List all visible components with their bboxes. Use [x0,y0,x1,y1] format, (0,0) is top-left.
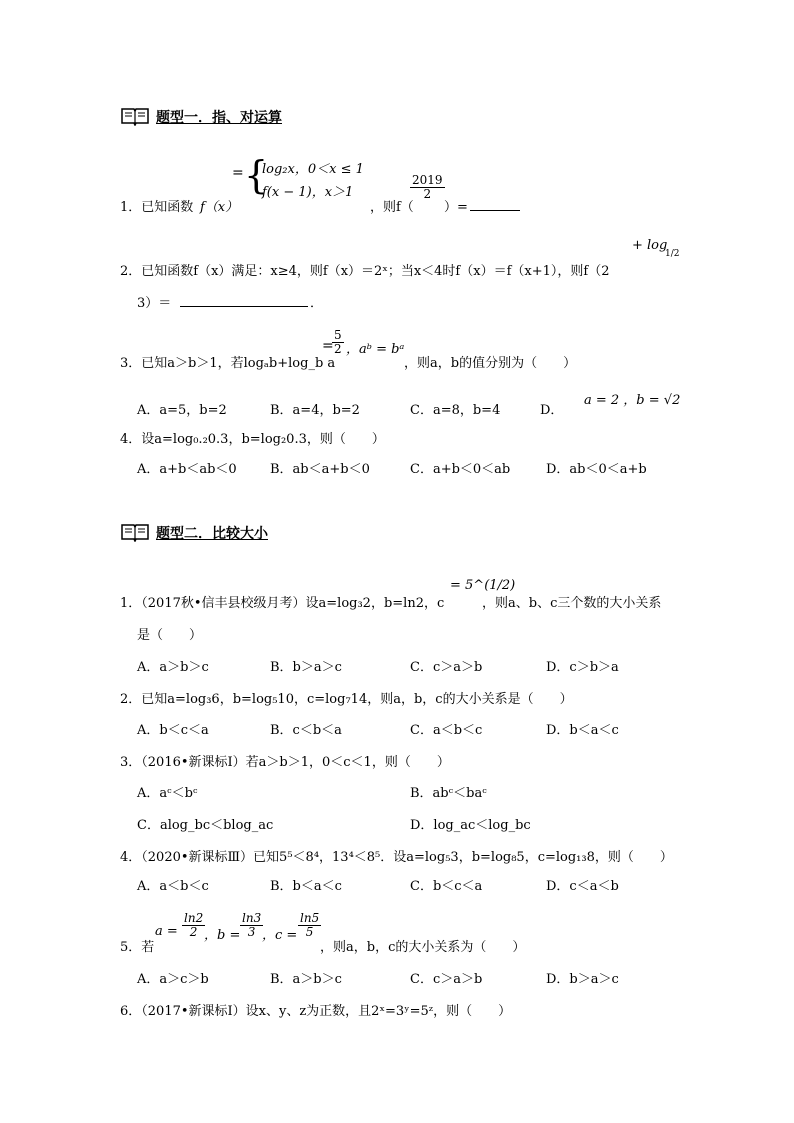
q1-case2: f(x − 1)，x＞1 [262,185,354,200]
answer-blank [180,292,308,307]
frac-numerator: 5 [334,328,342,342]
q1-fx: f（x） [200,200,239,215]
answer-blank [470,196,520,211]
option-a: A．a=5，b=2 [137,403,227,418]
option-a: A．aᶜ＜bᶜ [137,786,198,801]
s2q5-tail: ，则a，b，c的大小关系为（ ） [320,940,526,955]
s2q5-prefix: 5．若 [120,940,155,955]
q4-text: 4．设a=log₀.₂0.3，b=log₂0.3，则（ ） [120,432,385,447]
q1-eq: = [232,165,244,181]
frac-numerator: ln5 [300,911,320,925]
option-a: A．a＞b＞c [137,660,209,675]
option-b: B．c＜b＜a [270,723,342,738]
frac-denominator: 2 [334,342,342,356]
option-c: C．c＞a＞b [410,972,483,987]
q2-sup-base: 1/2 [665,249,680,259]
frac-denominator: 3 [247,925,256,939]
q1-case1: log₂x，0＜x ≤ 1 [262,162,364,177]
option-c: C．a+b＜0＜ab [410,462,511,477]
option-b: B．b＜a＜c [270,879,342,894]
section-title: 题型一．指、对运算 [156,110,282,126]
option-d: D．c＞b＞a [546,660,619,675]
option-d: D． [540,403,564,418]
s2q3-text: 3．（2016•新课标Ⅰ）若a＞b＞1，0＜c＜1，则（ ） [120,755,450,770]
q2-line1: 2．已知函数f（x）满足：x≥4，则f（x）＝2ˣ；当x＜4时f（x）＝f（x+1），则f（2 [120,264,610,279]
s2q1-tail: ，则a、b、c三个数的大小关系 [482,596,662,611]
option-c: C．b＜c＜a [410,879,483,894]
option-a: A．a＞c＞b [137,972,209,987]
option-b: B．abᶜ＜baᶜ [410,786,487,801]
s2q2-text: 2．已知a=log₃6，b=log₅10，c=log₇14，则a，b，c的大小关系是（ ） [120,692,573,707]
s2q5-a-frac [182,912,205,939]
s2q5-c: ，c = [262,928,298,943]
option-c: C．c＞a＞b [410,660,483,675]
frac-denominator: 2 [423,187,432,201]
option-b: B．a＞b＞c [270,972,342,987]
s2q5-b-frac [240,912,263,939]
option-c: C．alog_bc＜blog_ac [137,818,274,833]
s2q5-c-frac [298,912,321,939]
option-b: B．b＞a＞c [270,660,342,675]
option-d: D．log_ac＜log_bc [410,818,531,833]
option-d: D．b＞a＞c [546,972,619,987]
q3-eq: = [322,338,334,354]
frac-numerator: 2019 [412,173,443,187]
q1-end: ）= [444,200,468,215]
s2q1-sup: = 5^(1/2) [450,578,516,593]
brace: { [244,153,269,197]
s2q5-b: ，b = [204,928,241,943]
q3-text: 3．已知a＞b＞1，若logₐb+log_b a [120,356,336,371]
option-c: C．a=8，b=4 [410,403,501,418]
s2q5-a: a = [155,924,178,939]
s2q6-text: 6．（2017•新课标Ⅰ）设x、y、z为正数，且2ˣ=3ʸ=5ᶻ，则（ ） [120,1004,512,1019]
option-d: D．c＜a＜b [546,879,619,894]
s2q4-text: 4．（2020•新课标Ⅲ）已知5⁵＜8⁴，13⁴＜8⁵．设a=log₅3，b=log₈5，c=log₁₃8，则（ ） [120,850,673,865]
option-a: A．a+b＜ab＜0 [137,462,237,477]
frac-numerator: ln3 [242,911,262,925]
option-a: A．a＜b＜c [137,879,209,894]
option-b: B．a=4，b=2 [270,403,360,418]
q2-line2-end: ． [310,296,324,311]
q2-sup: + log [632,238,668,253]
option-d-math: a = 2 ，b = √2 [584,393,681,408]
q2-line2-start: 3）＝ [137,296,172,311]
frac-denominator: 2 [189,925,198,939]
q1-then: ，则f（ [370,200,414,215]
frac-denominator: 5 [305,925,314,939]
book-icon [120,106,150,126]
option-a: A．b＜c＜a [137,723,209,738]
option-d: D．ab＜0＜a+b [546,462,647,477]
frac-numerator: ln2 [184,911,204,925]
option-b: B．ab＜a+b＜0 [270,462,370,477]
s2q1-text: 1．（2017秋•信丰县校级月考）设a=log₃2，b=ln2，c [120,596,445,611]
q1-frac [410,174,445,201]
q1-prefix: 1．已知函数 [120,200,194,215]
q3-rest: ，aᵇ = bᵃ [346,342,405,357]
option-d: D．b＜a＜c [546,723,619,738]
s2q1-line2: 是（ ） [137,628,203,643]
q3-tail: ，则a，b的值分别为（ ） [404,356,577,371]
section-title: 题型二．比较大小 [156,526,268,542]
option-c: C．a＜b＜c [410,723,483,738]
book-icon [120,522,150,542]
